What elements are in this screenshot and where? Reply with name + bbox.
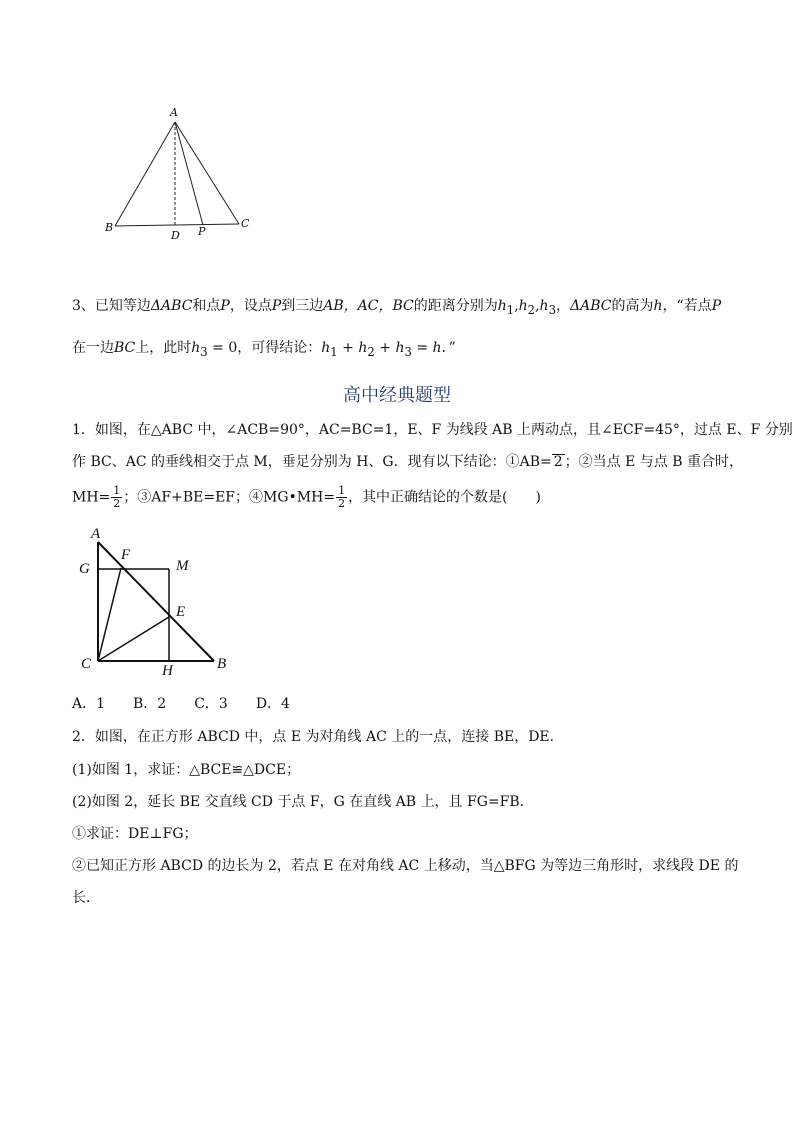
q1-line2: 作 BC、AC 的垂线相交于点 M，垂足分别为 H、G．现有以下结论：①AB= 2 ；②当点 E 与点 B 重合时， bbox=[72, 454, 743, 470]
label-a: A bbox=[91, 526, 101, 542]
problem3-line1: 3、已知等边ΔABC和点P，设点P到三边AB，AC，BC的距离分别为$h_1,h_2,h_3$，ΔABC的高为h，“若点P bbox=[72, 298, 722, 317]
section-title: 高中经典题型 bbox=[343, 385, 451, 406]
q2-line1: 2．如图，在正方形 ABCD 中，点 E 为对角线 AC 上的一点，连接 BE，DE． bbox=[72, 729, 564, 745]
label-h: H bbox=[162, 663, 173, 679]
label-b: B bbox=[217, 656, 227, 672]
segment-cf bbox=[98, 568, 121, 661]
label-b: B bbox=[105, 221, 114, 234]
label-f: F bbox=[121, 547, 131, 563]
side-ab bbox=[115, 122, 175, 226]
side-bc bbox=[115, 224, 239, 226]
q1-line1: 1．如图，在△ABC 中，∠ACB=90°，AC=BC=1，E、F 为线段 AB 上两动点，且∠ECF=45°，过点 E、F 分别 bbox=[72, 422, 793, 438]
q2-line5: ②已知正方形 ABCD 的边长为 2，若点 E 在对角线 AC 上移动，当△BFG 为等边三角形时，求线段 DE 的 bbox=[72, 858, 739, 874]
problem3-line2: 在一边BC上，此时$h_3 = 0$，可得结论：$h_1 + h_2 + h_3 = h$．” bbox=[72, 340, 456, 359]
segment-ap bbox=[175, 122, 203, 225]
side-ac bbox=[175, 122, 239, 224]
label-e: E bbox=[176, 604, 186, 620]
label-c: C bbox=[241, 217, 250, 230]
q2-line3: (2)如图 2，延长 BE 交直线 CD 于点 F，G 在直线 AB 上，且 FG=FB． bbox=[72, 794, 534, 810]
fraction-one-half: $\frac{1}{2}$ bbox=[338, 484, 346, 510]
q2-line6: 长． bbox=[72, 890, 100, 906]
fraction-one-half: $\frac{1}{2}$ bbox=[113, 484, 121, 510]
label-m: M bbox=[176, 558, 189, 574]
label-c: C bbox=[81, 656, 92, 672]
q1-options: A．1 B．2 C．3 D．4 bbox=[72, 696, 290, 712]
label-g: G bbox=[79, 561, 90, 577]
label-d: D bbox=[171, 229, 180, 242]
label-p: P bbox=[198, 225, 206, 238]
q1-line3: MH= $\frac{1}{2}$ ；③AF+BE=EF；④MG•MH= $\frac{1}{2}$ ，其中正确结论的个数是( ) bbox=[72, 484, 541, 510]
sqrt-two: 2 bbox=[553, 454, 563, 470]
side-ab bbox=[98, 542, 214, 661]
q2-line2: (1)如图 1，求证：△BCE≌△DCE； bbox=[72, 762, 301, 778]
label-a: A bbox=[170, 106, 178, 119]
q2-line4: ①求证：DE⊥FG； bbox=[72, 826, 198, 842]
segment-ce bbox=[98, 617, 169, 661]
